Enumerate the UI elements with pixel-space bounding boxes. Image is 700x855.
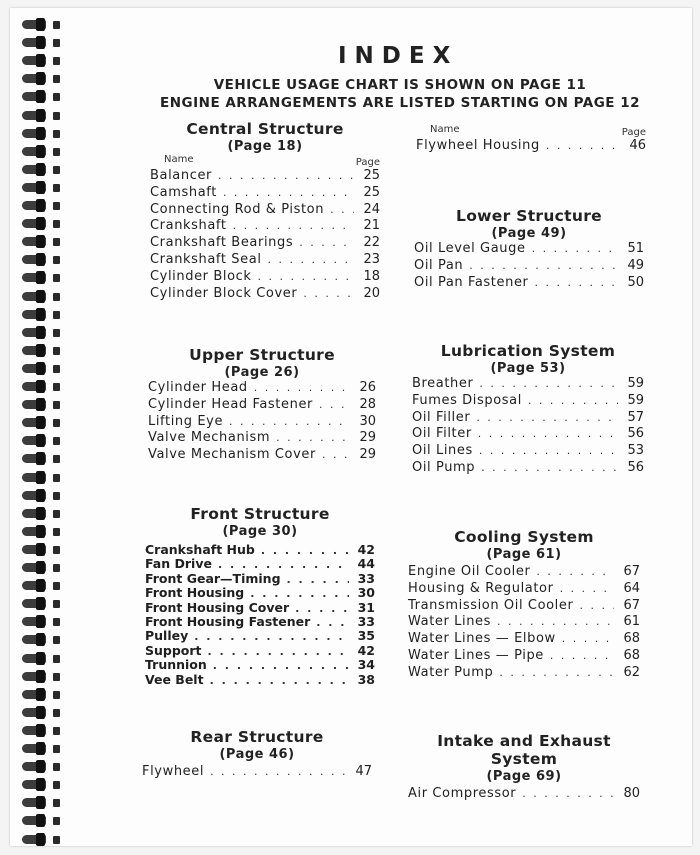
dot-leader [479, 444, 618, 457]
binding-coil [22, 271, 62, 284]
entry-list [145, 542, 375, 686]
index-entry [148, 447, 376, 464]
engine-arrangements-note: ENGINE ARRANGEMENTS ARE LISTED STARTING ON PAGE 12 [160, 95, 640, 111]
binding-coil [22, 724, 62, 737]
dot-leader [287, 573, 349, 586]
binding-coil [22, 54, 62, 67]
binding-coil [22, 398, 62, 411]
entry-name: Oil Lines [412, 443, 473, 459]
entry-page-number: 30 [357, 585, 375, 601]
index-entry [412, 460, 644, 477]
binding-coil [22, 217, 62, 230]
column-header [416, 124, 646, 138]
entry-page-number: 25 [363, 184, 380, 200]
binding-coil [22, 652, 62, 665]
entry-page-number: 53 [627, 443, 644, 459]
index-entry [412, 410, 644, 427]
entry-page-number: 51 [627, 241, 644, 256]
binding-coil [22, 760, 62, 773]
index-entry [148, 380, 376, 397]
index-entry [412, 426, 644, 443]
section-intake-exhaust-system [408, 732, 640, 803]
binding-coil [22, 633, 62, 646]
entry-name: Pulley [145, 628, 189, 644]
section-page: (Page 53) [490, 361, 566, 376]
entry-list [416, 138, 646, 155]
binding-coil [22, 543, 62, 556]
entry-list [414, 241, 644, 291]
entry-name: Front Housing Cover [145, 599, 290, 615]
section-page: (Page 61) [486, 547, 562, 562]
dot-leader [478, 427, 618, 440]
dot-leader [579, 599, 614, 612]
section-title: Upper Structure [189, 346, 335, 364]
dot-leader [261, 544, 349, 557]
section-title: Intake and Exhaust System [437, 732, 611, 768]
entry-page-number: 23 [363, 251, 380, 267]
dot-leader [319, 398, 350, 411]
index-entry [150, 218, 380, 235]
entry-list [408, 786, 640, 803]
index-entry [408, 581, 640, 598]
entry-name: Cylinder Head Fastener [148, 396, 313, 412]
entry-page-number: 64 [623, 580, 640, 596]
entry-page-number: 18 [363, 268, 380, 284]
index-entry [412, 376, 644, 393]
entry-page-number: 56 [627, 426, 644, 442]
entry-page-number: 42 [357, 542, 375, 557]
entry-page-number: 38 [357, 671, 375, 687]
entry-page-number: 29 [359, 430, 376, 446]
entry-name: Flywheel Housing [416, 138, 540, 153]
entry-name: Oil Level Gauge [414, 241, 526, 256]
dot-leader [218, 169, 354, 182]
entry-name: Valve Mechanism Cover [148, 447, 316, 463]
binding-coil [22, 235, 62, 248]
index-entry [412, 393, 644, 410]
binding-coil [22, 670, 62, 683]
binding-coil [22, 127, 62, 140]
entry-name: Water Pump [408, 664, 494, 680]
section-lower-structure [414, 207, 644, 291]
entry-name: Crankshaft Bearings [150, 235, 294, 251]
entry-page-number: 46 [629, 138, 646, 153]
binding-coil [22, 326, 62, 339]
binding-coil [22, 778, 62, 791]
entry-name: Oil Pan [414, 257, 464, 273]
binding-coil [22, 362, 62, 375]
binding-coil [22, 163, 62, 176]
index-entry [150, 202, 380, 219]
entry-page-number: 31 [357, 599, 375, 615]
entry-list [150, 168, 380, 302]
index-entry [148, 414, 376, 431]
entry-page-number: 25 [363, 168, 380, 183]
binding-coil [22, 452, 62, 465]
binding-coil [22, 199, 62, 212]
dot-leader [213, 659, 349, 672]
binding-coil [22, 561, 62, 574]
entry-name: Lifting Eye [148, 413, 224, 429]
vehicle-usage-note: VEHICLE USAGE CHART IS SHOWN ON PAGE 11 [213, 77, 587, 93]
dot-leader [550, 649, 614, 662]
entry-name: Oil Filter [412, 426, 472, 442]
entry-name: Connecting Rod & Piston [150, 201, 325, 217]
entry-page-number: 49 [627, 257, 644, 273]
entry-page-number: 68 [623, 631, 640, 647]
entry-page-number: 35 [357, 628, 375, 644]
section-title: Central Structure [186, 120, 344, 138]
entry-name: Support [145, 642, 202, 658]
page-column-label: Page [355, 157, 380, 168]
index-entry [414, 258, 644, 275]
entry-name: Cylinder Block Cover [150, 285, 298, 301]
index-entry [408, 648, 640, 665]
index-entry [150, 286, 380, 303]
name-column-label: Name [164, 154, 194, 165]
binding-coil [22, 597, 62, 610]
binding-coil [22, 742, 62, 755]
entry-name: Housing & Regulator [408, 580, 554, 596]
binding-coil [22, 471, 62, 484]
section-central-structure [150, 120, 380, 302]
entry-name: Transmission Oil Cooler [408, 597, 574, 613]
dot-leader [223, 186, 354, 199]
section-page: (Page 49) [491, 226, 567, 241]
entry-name: Front Housing Fastener [145, 613, 311, 629]
entry-list [408, 564, 640, 682]
index-entry [148, 430, 376, 447]
section-title: Front Structure [190, 505, 330, 523]
entry-page-number: 67 [623, 564, 640, 579]
dot-leader [268, 253, 354, 266]
name-column-label: Name [430, 124, 460, 135]
entry-page-number: 44 [357, 556, 375, 572]
entry-name: Cylinder Head [148, 380, 248, 395]
dot-leader [322, 448, 350, 461]
dot-leader [536, 565, 614, 578]
binding-coil [22, 308, 62, 321]
binding-coil [22, 706, 62, 719]
entry-page-number: 56 [627, 459, 644, 475]
entry-page-number: 50 [627, 274, 644, 290]
entry-page-number: 68 [623, 647, 640, 663]
binding-coil [22, 615, 62, 628]
index-entry [414, 241, 644, 258]
index-entry [414, 275, 644, 292]
dot-leader [254, 381, 350, 394]
entry-page-number: 33 [357, 570, 375, 586]
entry-page-number: 34 [357, 657, 375, 673]
index-entry [142, 764, 372, 781]
section-front-structure [145, 505, 375, 686]
index-entry [150, 185, 380, 202]
binding-coil [22, 579, 62, 592]
entry-page-number: 61 [623, 614, 640, 630]
entry-name: Cylinder Block [150, 268, 252, 284]
index-entry [145, 628, 375, 642]
section-title: Rear Structure [190, 728, 324, 746]
entry-page-number: 24 [363, 201, 380, 217]
dot-leader [194, 630, 349, 643]
section-page: (Page 30) [222, 524, 298, 539]
entry-name: Camshaft [150, 184, 217, 200]
section-page: (Page 46) [219, 747, 295, 762]
entry-list [412, 376, 644, 477]
dot-leader [233, 219, 354, 232]
entry-name: Fumes Disposal [412, 392, 522, 408]
binding-coil [22, 380, 62, 393]
dot-leader [546, 139, 620, 152]
index-entry [145, 614, 375, 628]
entry-name: Oil Filler [412, 409, 471, 425]
dot-leader [303, 287, 354, 300]
section-title: Cooling System [454, 528, 594, 546]
entry-page-number: 30 [359, 413, 376, 429]
dot-leader [560, 582, 614, 595]
section-lubrication-system [412, 342, 644, 477]
entry-page-number: 29 [359, 447, 376, 463]
binding-coil [22, 253, 62, 266]
dot-leader [476, 411, 618, 424]
index-entry [145, 542, 375, 556]
dot-leader [229, 415, 350, 428]
dot-leader [528, 394, 618, 407]
entry-name: Flywheel [142, 764, 205, 779]
dot-leader [276, 431, 350, 444]
section-cooling-system [408, 528, 640, 682]
index-entry [148, 397, 376, 414]
binding-coil [22, 344, 62, 357]
entry-name: Crankshaft Seal [150, 251, 262, 267]
entry-name: Crankshaft Hub [145, 542, 255, 557]
column-header [150, 154, 380, 168]
dot-leader [469, 259, 618, 272]
dot-leader [250, 587, 349, 600]
binding-coil [22, 434, 62, 447]
dot-leader [522, 787, 614, 800]
entry-name: Engine Oil Cooler [408, 564, 531, 579]
section-page: (Page 18) [227, 139, 303, 154]
entry-list [142, 764, 372, 781]
entry-page-number: 47 [355, 764, 372, 779]
binding-coil [22, 416, 62, 429]
index-entry [408, 614, 640, 631]
index-entry [416, 138, 646, 155]
index-entry [150, 168, 380, 185]
dot-leader [532, 242, 618, 255]
entry-page-number: 42 [357, 642, 375, 658]
index-entry [145, 571, 375, 585]
index-entry [145, 556, 375, 570]
entry-page-number: 33 [357, 613, 375, 629]
binding-coil [22, 18, 62, 31]
entry-page-number: 59 [627, 392, 644, 408]
dot-leader [499, 666, 614, 679]
entry-name: Front Gear—Timing [145, 570, 281, 586]
section-page: (Page 26) [224, 365, 300, 380]
dot-leader [479, 377, 618, 390]
entry-page-number: 21 [363, 218, 380, 234]
index-entry [145, 585, 375, 599]
entry-page-number: 26 [359, 380, 376, 395]
section-flywheel-housing [416, 124, 646, 155]
binding-coil [22, 507, 62, 520]
index-entry [408, 786, 640, 803]
entry-name: Vee Belt [145, 671, 204, 687]
binding-coil [22, 290, 62, 303]
entry-name: Trunnion [145, 657, 207, 673]
dot-leader [210, 765, 346, 778]
entry-name: Crankshaft [150, 218, 227, 234]
page-title: INDEX [338, 43, 459, 69]
entry-page-number: 28 [359, 396, 376, 412]
entry-name: Breather [412, 376, 474, 391]
binding-coil [22, 796, 62, 809]
page-column-label: Page [621, 127, 646, 138]
entry-name: Water Lines [408, 614, 492, 630]
section-upper-structure [148, 346, 376, 464]
binding-coil [22, 814, 62, 827]
index-entry [145, 600, 375, 614]
dot-leader [481, 461, 618, 474]
entry-page-number: 57 [627, 409, 644, 425]
binding-coil [22, 36, 62, 49]
spiral-binding [0, 8, 70, 846]
entry-page-number: 59 [627, 376, 644, 391]
entry-page-number: 80 [623, 786, 640, 801]
index-entry [408, 665, 640, 682]
binding-coil [22, 489, 62, 502]
dot-leader [258, 270, 354, 283]
entry-name: Front Housing [145, 585, 245, 601]
section-page: (Page 69) [486, 769, 562, 784]
entry-name: Water Lines — Pipe [408, 647, 544, 663]
dot-leader [295, 602, 349, 615]
dot-leader [497, 615, 614, 628]
binding-coil [22, 833, 62, 846]
entry-name: Valve Mechanism [148, 430, 271, 446]
entry-name: Oil Pan Fastener [414, 274, 529, 290]
dot-leader [208, 645, 349, 658]
binding-coil [22, 181, 62, 194]
entry-page-number: 20 [363, 285, 380, 301]
entry-name: Water Lines — Elbow [408, 631, 556, 647]
dot-leader [316, 616, 349, 629]
index-entry [408, 631, 640, 648]
entry-name: Fan Drive [145, 556, 212, 572]
index-entry [408, 598, 640, 615]
dot-leader [218, 558, 349, 571]
dot-leader [534, 276, 618, 289]
index-entry [408, 564, 640, 581]
entry-list [148, 380, 376, 464]
entry-name: Balancer [150, 168, 212, 183]
section-title: Lower Structure [456, 207, 602, 225]
binding-coil [22, 688, 62, 701]
entry-name: Air Compressor [408, 786, 517, 801]
index-entry [145, 657, 375, 671]
dot-leader [330, 203, 354, 216]
index-entry [150, 269, 380, 286]
binding-coil [22, 525, 62, 538]
index-entry [145, 643, 375, 657]
entry-page-number: 67 [623, 597, 640, 613]
entry-name: Oil Pump [412, 459, 476, 475]
index-entry [150, 252, 380, 269]
dot-leader [562, 632, 614, 645]
section-title: Lubrication System [440, 342, 616, 360]
entry-page-number: 62 [623, 664, 640, 680]
dot-leader [210, 674, 349, 687]
entry-page-number: 22 [363, 235, 380, 251]
index-entry [412, 443, 644, 460]
dot-leader [299, 236, 354, 249]
index-entry [145, 672, 375, 686]
section-rear-structure [142, 728, 372, 781]
binding-coil [22, 145, 62, 158]
index-entry [150, 235, 380, 252]
